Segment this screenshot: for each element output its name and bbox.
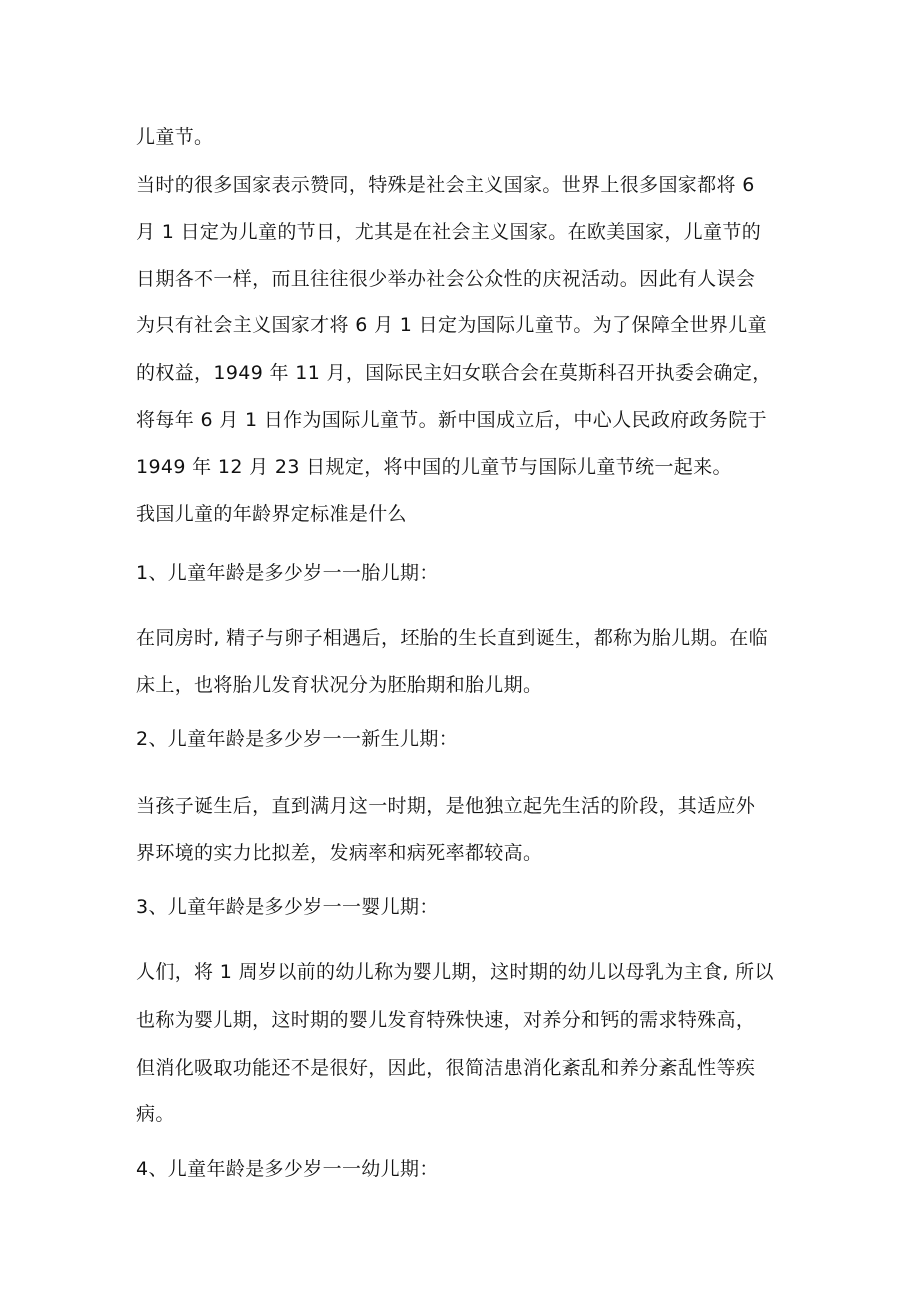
text-line: 当时的很多国家表示赞同，特殊是社会主义国家。世界上很多国家都将 6: [136, 174, 755, 196]
text-line: 日期各不一样，而且往往很少举办社会公众性的庆祝活动。因此有人误会: [136, 268, 756, 290]
text-line: 界环境的实力比拟差，发病率和病死率都较高。: [136, 842, 543, 864]
text-line: 儿童节。: [136, 126, 214, 148]
list-item-heading: 3、儿童年龄是多少岁一一婴儿期：: [136, 896, 439, 918]
text-line: 人们，将 1 周岁以前的幼儿称为婴儿期，这时期的幼儿以母乳为主食, 所以: [136, 961, 774, 983]
text-line: 但消化吸取功能还不是很好，因此，很简洁患消化紊乱和养分紊乱性等疾: [136, 1057, 756, 1079]
list-item-heading: 2、儿童年龄是多少岁一一新生儿期：: [136, 728, 459, 750]
text-line: 床上，也将胎儿发育状况分为胚胎期和胎儿期。: [136, 674, 543, 696]
list-item-heading: 1、儿童年龄是多少岁一一胎儿期：: [136, 562, 439, 584]
text-line: 病。: [136, 1103, 175, 1125]
text-line: 的权益，1949 年 11 月，国际民主妇女联合会在莫斯科召开执委会确定，: [136, 362, 772, 384]
section-heading: 我国儿童的年龄界定标准是什么: [136, 503, 407, 525]
text-line: 月 1 日定为儿童的节日，尤其是在社会主义国家。在欧美国家，儿童节的: [136, 221, 762, 243]
list-item-heading: 4、儿童年龄是多少岁一一幼儿期：: [136, 1158, 439, 1180]
text-line: 为只有社会主义国家才将 6 月 1 日定为国际儿童节。为了保障全世界儿童: [136, 314, 767, 336]
text-line: 1949 年 12 月 23 日规定，将中国的儿童节与国际儿童节统一起来。: [136, 456, 732, 478]
text-line: 也称为婴儿期，这时期的婴儿发育特殊快速，对养分和钙的需求特殊高，: [136, 1009, 756, 1031]
text-line: 将每年 6 月 1 日作为国际儿童节。新中国成立后，中心人民政府政务院于: [136, 409, 767, 431]
text-line: 当孩子诞生后，直到满月这一时期，是他独立起先生活的阶段，其适应外: [136, 795, 756, 817]
text-line: 在同房时, 精子与卵子相遇后，坯胎的生长直到诞生，都称为胎儿期。在临: [136, 627, 768, 649]
